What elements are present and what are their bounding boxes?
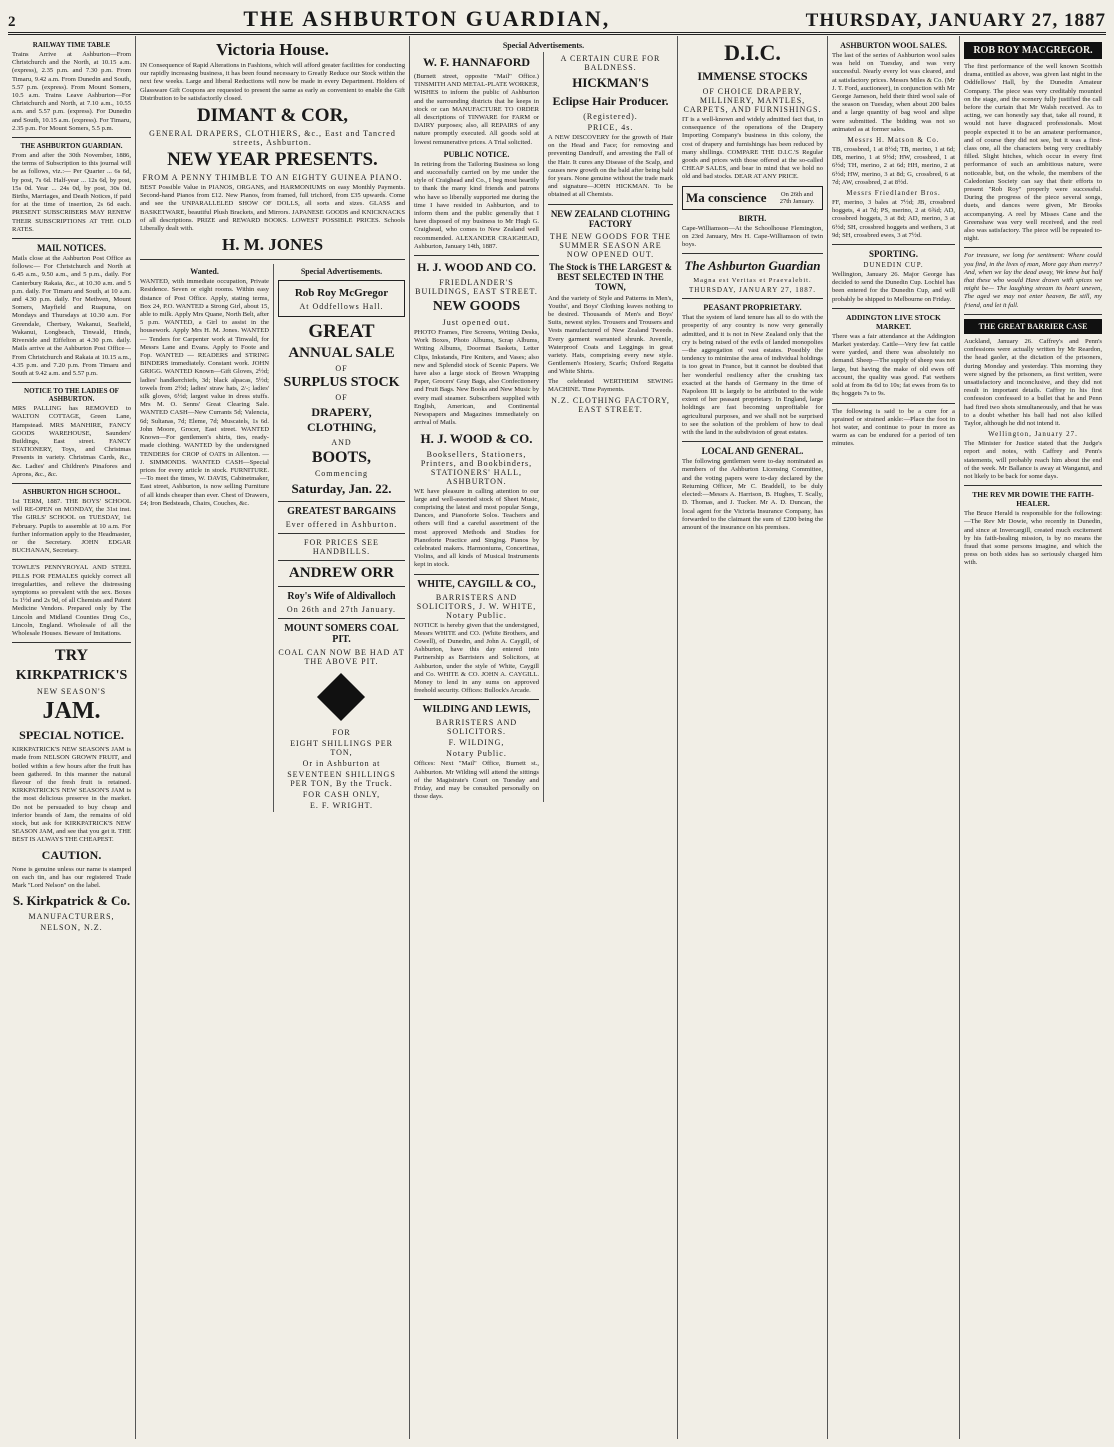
white-caygill-sub: BARRISTERS AND SOLICITORS, J. W. WHITE, Notary Public. <box>416 592 537 620</box>
col3-right <box>543 52 673 802</box>
dic-sub: OF CHOICE DRAPERY, MILLINERY, MANTLES, CARPETS, AND FURNISHINGS. <box>683 87 822 114</box>
column-3 <box>410 36 678 1439</box>
ny-presents-heading: NEW YEAR PRESENTS. <box>167 149 378 171</box>
hannaford-text: (Burnett street, opposite "Mail" Office.) TINSMITH AND METAL-PLATE WORKER, WISHES to inform the public of Ashburton and the surrounding districts that he keeps in stock or can MANUFACTURE TO ORDER all descriptions of TINWARE for FARM or DAIRY purposes; also, all REPAIRS of any nature promptly executed. All goods sold at lowest remunerative prices. A Trial solicited. <box>414 73 539 146</box>
railway-heading: RAILWAY TIME TABLE <box>32 41 111 49</box>
of-label: OF <box>335 364 348 374</box>
ny-presents-text: BEST Possible Value in PIANOS, ORGANS, and HARMONIUMS on easy Monthly Payments. Second-hand Pianos from £12. New Pianos, from framed, full trichord, from £35 upwards. Come and see the UNPARALLELED SHOW OF DOLLS, all sorts and sizes. GLASS and BASKETWARE, beautiful Plush Brackets, and Mirrors. JAPANESE GOODS and KNICKNACKS of all descriptions. PRIZE and REWARD BOOKS. LOWEST POSSIBLE PRICES. Schools Liberally dealt with. <box>140 184 405 233</box>
victoria-text: IN Consequence of Rapid Alterations in Fashions, which will afford greater facilities for conducting our rapidly increasing business, it has been found necessary to Greatly Reduce our Stock within the next few weeks. Large and liberal Reductions will now be made in every Department. Holders of Glassware Gift Coupons are requested to present the same as early as convenient to enable the Gift Distribution to be satisfactorily closed. <box>140 62 405 102</box>
stock-market-text: There was a fair attendance at the Addington Market yesterday. Cattle—Very few fat cattle were yarded, and there was absolutely no demand. Sheep—The supply of sheep was not large, but having the make of old ewes off account, the quality was good. Fat wethers sold at from 8s 6d to 10s; fat ewes from 6s to 8s; hoggets 7s to 9s. <box>832 332 955 398</box>
local-heading: LOCAL AND GENERAL. <box>701 446 804 457</box>
surplus-heading: SURPLUS STOCK <box>283 375 400 391</box>
closing-text: The following is said to be a cure for a sprained or strained ankle:—Place the foot in hot water, and continue to pour in more as warm as can be endured for a period of ten minutes. <box>832 407 955 448</box>
conscience-side: On 26th and 27th January. <box>779 190 815 205</box>
hickman-heading: HICKMAN'S <box>572 75 649 90</box>
eclipse-heading: Eclipse Hair Producer. <box>552 94 669 108</box>
white-caygill-heading: WHITE, CAYGILL & CO., <box>417 578 536 590</box>
friedlander-text: FF, merino, 3 bales at 7½d; JB, crossbred hoggets, 4 at 7d; PS, merino, 2 at 6¾d; AD, crossbred hoggets, 3 at 8d; AD, merino, 3 at 6½d; SH, crossbred hoggets and wethers, 3 at 9d; SH, crossbred ewes, 3 at 7½d. <box>832 199 955 239</box>
guardian-date: THURSDAY, JANUARY 27, 1887. <box>688 286 817 295</box>
wilding-sub: BARRISTERS AND SOLICITORS. <box>435 718 518 737</box>
boots-heading: BOOTS, <box>311 449 372 467</box>
paper-title: THE ASHBURTON GUARDIAN, <box>243 6 611 31</box>
special-ads-heading: Special Advertisements. <box>300 267 383 277</box>
column-1 <box>8 36 136 1439</box>
wilding-heading: WILDING AND LEWIS, <box>422 704 531 716</box>
mount-somers-heading: MOUNT SOMERS COAL PIT. <box>284 623 399 646</box>
masthead <box>8 6 1106 35</box>
wood-sub-2: Booksellers, Stationers, Printers, and Bookbinders, STATIONERS' HALL, ASHBURTON. <box>420 449 533 486</box>
towle-text: TOWLE'S PENNYROYAL AND STEEL PILLS FOR FEMALES quickly correct all irregularities, and relieve the distressing symptoms so prevalent with the sex. Boxes 1s 1½d and 2s 9d, of all Chemists and Patent Medicine Vendors. Prepared only by The Lincoln and Midland Counties Drug Co., Lincoln, England. Wholesale of all the Wholesale Houses. Beware of Imitations. <box>12 564 131 637</box>
caution-text: None is genuine unless our name is stamped on each tin, and has our registered Trade Mark "Lord Nelson" on the label. <box>12 865 131 890</box>
column-4 <box>678 36 828 1439</box>
eclipse-text: A NEW DISCOVERY for the growth of Hair on the Head and Face; for removing and preventing Dandruff, and arresting the Fall of the Hair. It cures any Disease of the Scalp, and causes new growth on the bald after being bald for years. None genuine without the trade mark and signature—JOHN HICKMAN. To be obtained at all Chemists. <box>548 134 673 199</box>
conscience-title: Ma conscience <box>686 189 767 205</box>
wright-label: E. F. WRIGHT. <box>310 801 373 811</box>
wood-text-2: WE have pleasure in calling attention to our large and well-assorted stock of Sheet Music, comprising the latest and most popular Songs, Dances, and Pianoforte Solos. Teachers and others will find a careful assortment of the most approved Methods and Studies for Pianoforte Practice and Singing. Pianos by celebrated makers. Harmoniums, Concertinas, Violins, and all kinds of Musical Instruments kept in stock. <box>414 487 539 569</box>
mail-heading: MAIL NOTICES. <box>36 243 107 254</box>
dowie-heading: THE REV MR DOWIE THE FAITH-HEALER. <box>972 490 1094 509</box>
peasant-text: That the system of land tenure has all to do with the prosperity of any country is now very generally admitted, and it is not in New Zealand only that the cry is being raised of the evils of landed monopolies—the aggregation of vast estates. Possibly the tendency to minimise the area of individual holdings is too great in France, but it cannot be doubted that her wonderful resiliency after the crushing tax exacted at the hands of Germany in the time of Napoleon III is largely to be attributed to the wide extent of her peasant proprietary. In England, large holdings are fast becoming unprofitable for agricultural purposes, and we shall not be surprised to see the solution of the problem of how to deal with the land in the subdivision of great estates. <box>682 314 823 437</box>
white-caygill-text: NOTICE is hereby given that the undersigned, Messrs WHITE and CO. (White Brothers, and Cowell), of Dunedin, and John A. Caygill, of Ashburton, have this day entered into Partnership as Barristers and Solicitors, at Ashburton, under the style of White, Caygill and Co. WHITE & CO. JOHN A. CAYGILL. Money to lend in any sums on approved freehold security. Offices: Bullock's Arcade. <box>414 621 539 695</box>
roys-wife-heading: Roy's Wife of Aldivalloch <box>287 591 396 603</box>
seventeen-shillings-label: SEVENTEEN SHILLINGS PER TON, By the Truck. <box>287 770 396 789</box>
handbills-label: FOR PRICES SEE HANDBILLS. <box>304 538 379 557</box>
for-label: FOR <box>332 728 351 738</box>
roys-wife-date: On 26th and 27th January. <box>286 605 397 615</box>
rob-roy-title: Rob Roy McGregor <box>294 287 389 300</box>
andrew-orr-heading: ANDREW ORR <box>288 565 395 582</box>
just-opened: Just opened out. <box>442 318 511 328</box>
hannaford-heading: W. F. HANNAFORD <box>422 55 531 69</box>
poem-text: For treasure, we long for sentiment: Where could you find, in the lives of man, More gay than merry? And, when we lay the dead away, We knew but half that these who would Have drawn with spices we might be— The laughing stream its heart uneven, The aged we may not enter heaven, Be still, my friend, and let it fall. <box>964 252 1102 309</box>
eight-shillings-label: EIGHT SHILLINGS PER TON, <box>290 739 393 758</box>
wood-heading-2: H. J. WOOD & CO. <box>420 430 533 446</box>
hatton-heading: Messrs H. Matson & Co. <box>847 136 940 145</box>
guardian-heading: THE ASHBURTON GUARDIAN. <box>20 142 123 151</box>
sporting-sub: DUNEDIN CUP. <box>863 261 924 270</box>
saturday-heading: Saturday, Jan. 22. <box>291 481 392 497</box>
special-ads-section <box>273 264 405 812</box>
school-heading: ASHBURTON HIGH SCHOOL. <box>22 487 121 496</box>
f-wilding: F. WILDING, <box>448 738 505 748</box>
great-heading: GREAT <box>308 321 375 343</box>
special-notice-text: KIRKPATRICK'S NEW SEASON'S JAM is made from NELSON GROWN FRUIT, and boiled within a few hours after the fruit has been gathered. In this manner the natural flavour of the fresh fruit is retained. KIRKPATRICK'S NEW SEASON'S JAM is the most delicious preserve in the market. Do not be persuaded to buy cheap and inferior brands of Jam, the remains of old stock, but ask for KIRKPATRICK'S NEW SEASON JAM, and see that you get it. THE BEST IS ALWAYS THE CHEAPEST. <box>12 746 131 844</box>
railway-text: Trains Arrive at Ashburton—From Christchurch and the North, at 10.15 a.m. (express), 2.35 p.m. and 7.30 p.m. From Timaru, 9.42 a.m. From Dunedin and South, 5.57 p.m. (express). From Mount Somers, 10.5 a.m. Trains Leave Ashburton—For Christchurch and North, at 7.10 a.m., 10.55 a.m. and 5.57 p.m. (express). For Dunedin and South, 10.15 a.m. (express). For Timaru, 2.35 p.m. For Mount Somers, 5.5 p.m. <box>12 51 131 132</box>
victoria-heading: Victoria House. <box>216 40 329 59</box>
wilding-text: Offices: Next "Mail" Office, Burnett st., Ashburton. Mr Wilding will attend the sittings of the Magistrate's Court on Tuesday and Friday, and may be consulted personally on those days. <box>414 760 539 801</box>
kirkpatrick-co: S. Kirkpatrick & Co. <box>12 893 131 909</box>
sporting-heading: SPORTING. <box>869 249 918 260</box>
new-goods-heading: NEW GOODS <box>432 299 521 315</box>
coal-had-label: COAL CAN NOW BE HAD AT THE ABOVE PIT. <box>278 648 405 667</box>
wool-text: The last of the series of Ashburton wool sales was held on Tuesday, and was very successful. Nearly every lot was cleared, and at satisfactory prices. Messrs Miles & Co. (Mr J. T. Ford, auctioneer), in conjunction with Mr George Jameson, held their third wool sale of the season on Tuesday, when about 200 bales and a large quantity of bag wool and slipe were submitted. The bidding was not so animated as at former sales. <box>832 52 955 133</box>
ladies-heading: NOTICE TO THE LADIES OF ASHBURTON. <box>24 387 119 404</box>
wellington-text: The Minister for Justice stated that the Judge's report and notes, with Caffrey and Penn's statements, will probably reach him about the end of the week. Mr Ballance is away at Wanganui, and not likely to be back for some days. <box>964 440 1102 480</box>
baldness-label: A CERTAIN CURE FOR BALDNESS. <box>560 54 661 72</box>
cash-only-label: FOR CASH ONLY, <box>302 790 381 800</box>
wanted-heading: Wanted. <box>190 267 219 277</box>
nz-factory-label: N.Z. CLOTHING FACTORY, EAST STREET. <box>551 396 670 415</box>
new-season-label: NEW SEASON'S <box>36 687 107 697</box>
ever-offered: Ever offered in Ashburton. <box>285 520 398 530</box>
immense-stocks: IMMENSE STOCKS <box>697 69 808 83</box>
wanted-section <box>140 264 269 812</box>
wood-sub: FRIEDLANDER'S BUILDINGS, EAST STREET. <box>415 278 538 297</box>
col3-left <box>414 52 539 802</box>
mail-text: Mails close at the Ashburton Post Office as follows:— For Christchurch and North at 6.45 a.m., 9.50 a.m., and 5 p.m., daily. For Canterbury Rakaia, &c., at 10.30 a.m. and 5 p.m. daily. For Timaru and South, at 10 a.m. and 4.30 p.m. daily. For Methven, Mount Somers, Mayfield and Ruapuna, on Mondays and Thursdays at 10.30 a.m. For Greendale, Chertsey, Wakanui, Seafield, Wakanui, Longbeach, Tinwald, Hinds, Riverside and Eiffelton at 4.30 p.m. daily. Mails arrive at the Ashburton Post Office—From Christchurch and Rakaia at 10.15 a.m., 4.35 p.m. and 7.20 p.m. From Timaru and South at 9.42 a.m. and 5.57 p.m. <box>12 255 131 377</box>
coal-diamond-icon <box>317 673 365 721</box>
ny-presents-sub: FROM A PENNY THIMBLE TO AN EIGHTY GUINEA PIANO. <box>142 173 403 183</box>
birth-heading: BIRTH. <box>738 213 767 223</box>
public-notice-heading: PUBLIC NOTICE. <box>443 149 510 159</box>
price-label: PRICE, 4s. <box>587 123 634 132</box>
friedlander-heading: Messrs Friedlander Bros. <box>846 189 941 198</box>
dimant-heading: DIMANT & COR, <box>196 105 349 127</box>
of2-label: OF <box>335 393 348 403</box>
guardian-text: From and after the 30th November, 1886, the terms of Subscription to this journal will be as follows, viz.:— Per Quarter ... 6s 6d, by post, 7s 6d. Half-year ... 12s 6d, by post, 15s 0d. Year ... 24s 0d, by post, 30s 0d. Births, Marriages, and Death Notices, if paid for at the time of insertion, 2s 6d each. PRESENT SUBSCRIBERS MAY RENEW THEIR SUBSCRIPTIONS AT THE OLD RATES. <box>12 152 131 233</box>
dic-heading: D.I.C. <box>724 40 781 65</box>
nz-new-goods: THE NEW GOODS FOR THE SUMMER SEASON ARE NOW OPENED OUT. <box>549 231 672 259</box>
greatest-bargains: GREATEST BARGAINS <box>287 506 396 518</box>
sporting-text: Wellington, January 26. Major George has decided to send the Dunedin Cup. Lochiel has been entered for the Dunedin Cup, and will probably be shipped to Melbourne on Friday. <box>832 271 955 303</box>
manufacturers-label: MANUFACTURERS, <box>28 912 115 922</box>
dowie-text: The Bruce Herald is responsible for the following:—The Rev Mr Dowie, who recently in Dunedin, and since at Invercargill, created much excitement by his faith-healing mission, is by no means the fraud that some persons imagine, and which the press on both sides has so seriously charged him with. <box>964 510 1102 567</box>
kirkpatrick-heading: KIRKPATRICK'S <box>15 668 128 684</box>
stock-market-heading: ADDINGTON LIVE STOCK MARKET. <box>846 312 941 331</box>
nelson-label: NELSON, N.Z. <box>40 923 103 933</box>
dic-text: IT is a well-known and widely admitted fact that, in consequence of the operations of the Drapery Importing Company's business in this colony, the cost of drapery and furnishings has been reduced by many shillings. COMPARE THE D.I.C.'S Regular goods and prices with those offered at the so-called CHEAP SALES, and bear in mind that we hold no old and bad stocks. DEAR AT ANY PRICE. <box>682 116 823 181</box>
wool-heading: ASHBURTON WOOL SALES. <box>840 41 947 50</box>
school-text: 1st TERM, 1887. THE BOYS' SCHOOL will RE-OPEN on MONDAY, the 31st inst. The GIRLS' SCHOOL on TUESDAY, 1st February. Pupils to assemble at 10 a.m. For further information apply to the Headmaster, or the Secretary. JOHN EDGAR BUCHANAN, Secretary. <box>12 497 131 555</box>
birth-text: Cape-Williamson—At the Schoolhouse Flemington, on 23rd January, Mrs H. Cape-Williamson of twin boys. <box>682 224 823 249</box>
barrier-heading: THE GREAT BARRIER CASE <box>964 319 1102 334</box>
try-heading: TRY <box>54 647 89 665</box>
guardian-title: The Ashburton Guardian <box>684 258 821 274</box>
jones-heading: H. M. JONES <box>221 235 324 255</box>
hatton-text: TB, crossbred, 1 at 8½d; TB, merino, 1 at 6d; DB, merino, 1 at 9½d; HW, crossbred, 1 at 6½d; TH, merino, 2 at 6d; HH, merino, 2 at 6½d; HW, merino, 3 at 8d; G, crossbred, 6 at 7d; AW, crossbred, 2 at 8½d. <box>832 146 955 186</box>
wertheim-text: The celebrated WERTHEIM SEWING MACHINE. Time Payments. <box>548 377 673 393</box>
dimant-sub: GENERAL DRAPERS, CLOTHIERS, &c., East and Tancred streets, Ashburton. <box>149 129 396 148</box>
wood-heading: H. J. WOOD AND CO. <box>417 260 536 275</box>
special-ads-heading-3: Special Advertisements. <box>502 41 585 50</box>
jam-heading: JAM. <box>42 698 101 725</box>
peasant-heading: PEASANT PROPRIETARY. <box>703 303 802 313</box>
ladies-text: MRS PALLING has REMOVED to WALTON COTTAGE, Green Lane, Hampstead. MRS MANHIRE, FANCY GOODS WAREHOUSE, Saunders' Buildings, East street. FANCY STATIONERY, Toys, and Christmas Presents in variety. Christmas Cards, &c., &c. Ladies' and Children's Pinafores and Aprons, &c., &c. <box>12 405 131 478</box>
nz-clothing-heading: NEW ZEALAND CLOTHING FACTORY <box>550 208 671 229</box>
page-number: 2 <box>8 14 16 30</box>
rob-roy-heading: ROB ROY MACGREGOR. <box>964 42 1102 59</box>
conscience-ad <box>682 186 823 210</box>
nz-clothing-text: And the variety of Style and Patterns in Men's, Youths', and Boys' Clothing leaves nothing to be desired. Thousands of Men's and Boys' Suits, newest styles. Trousers and Trousers and Vests manufactured of New Zealand Tweeds. Every garment warranted shrunk. Juvenile, Waterproof Coats and Leggings in great variety. Hats, comprising every new style. Gentlemen's Hosiery, Scarfs; Oxford Regatta and White Shirts. <box>548 294 673 376</box>
notary-label: Notary Public. <box>446 749 507 759</box>
wood-text: PHOTO Frames, Fire Screens, Writing Desks, Work Boxes, Photo Albums, Scrap Albums, Writing Albums, Doormat Baskets, Letter Clips, Inkstands, Fire Kniters, and Vases; also new and Splendid stock of Scenic Papers. We have also a large stock of Brown Wrapping Paper, Grocers' Gray Bags, also Confectionery and Fruit Bags. New Books and New Music by every mail steamer. Subscribers supplied with English, American, and Continental Newspapers and Magazines immediately on arrival of Mails. <box>414 329 539 427</box>
public-notice-text: In retiring from the Tailoring Business so long and successfully carried on by me under the style of Craighead and Co., I beg most heartily to thank the many kind friends and patrons who have so liberally supported me during the time I have resided in Ashburton, and to inform them and the public generally that I have disposed of my business to Mr Hugh G. Craighead, who comes to New Zealand well recommended. ALEXANDER CRAIGHEAD, Ashburton, January 14th, 1887. <box>414 160 539 250</box>
guardian-motto: Magna est Veritas et Praevalebit. <box>693 277 812 285</box>
paper-date: THURSDAY, JANUARY 27, 1887 <box>805 10 1106 31</box>
commencing-label: Commencing <box>314 469 369 479</box>
wellington-dateline: Wellington, January 27. <box>988 430 1078 439</box>
local-text: The following gentlemen were to-day nominated as members of the Ashburton Licensing Committee, and the voting papers were to-day declared by the Returning Officer, Mr C. Braddell, to be duly elected:—Messrs A. Harrison, B. Hughes, T. Scally, D. Thomas, and J. Tucker. Mr A. D. Duncan, the local agent for the Victoria Insurance Company, has forwarded to the claimant the sum of £200 being the amount of the insurance on his premises. <box>682 458 823 531</box>
column-6 <box>960 36 1106 1439</box>
registered-label: (Registered). <box>583 112 638 121</box>
wanted-text: WANTED, with immediate occupation, Private Residence. Seven or eight rooms. Within easy distance of Post Office. Apply, stating terms, Box 24, P.O. WANTED a Strong Girl, about 15, able to milk. Apply Mrs Quane, North Belt, after 5 p.m. WANTED, a Girl to assist in the housework. Apply Mrs H. M. Jones. WANTED — Tenders for Carpenter work at Tinwald, for Messrs Lane and Evans. Apply to Foote and Fop. WANTED — READERS and STRING BINDERS immediately. Constant work. JOHN GRIGG. WANTED Known—Gift Gloves, 2½d; ladies' handkerchiefs, 3d; black alpacas, 5½d; towels from 2½d; ladies' straw hats, 2/-; ladies' silk gloves, 6½d; largest value in dress stuffs. Mrs M. O. Senns' Great Clearing Sale. WANTED CASH—New Currants 5d; Valencia, 6d; Sultanas, 7d; Eleme, 7d; Muscatels, 1s 6d. John Moore, Grocer, East street. WANTED Known—For gentlemen's shirts, ties, ready-made clothing. WANTED by the undersigned TENDERS for CROP of OATS in Allenton. — J. SIMMONDS. WANTED CASH—Special prices for every article in stock. FURNITURE.—To meet the times, W. DAVIS, Cabinetmaker, East street, Ashburton, is now selling Furniture of all kinds cheaper than ever. Chest of Drawers, £4; Iron Bedsteads, Chairs, Couches, &c. <box>140 278 269 507</box>
column-5 <box>828 36 960 1439</box>
or-ashburton-label: Or in Ashburton at <box>302 759 381 769</box>
rob-roy-ad <box>278 280 405 317</box>
rob-roy-text: The first performance of the well known Scottish drama, entitled as above, was given last night in the Oddfellows' Hall, by the Dunedin Amateur Company. The piece was very creditably mounted on the stage, and the scenery fully justified the call before the curtain that Mr Walsh received. As to acting, we can honestly say that, take all round, it would not have disgraced professionals. Most people expected it to be an amateur performance, and of course they did not see, but it was a first-class one, all the characters being very creditably filled. Slight hitches, which occur in every first performance of such an ambitious nature, were noticeable, but, on the whole, the members of the Caledonian Society can say that their efforts to present "Rob Roy" properly were successful. During the progress of the piece several songs, duets, and dances were given, Mr Brooks accompanying. A reel by Misses Cane and the Greenshaw was very well received, and the reel also was satisfactory. The piece will be repeated to-night. <box>964 63 1102 243</box>
caution-heading: CAUTION. <box>41 847 102 862</box>
special-notice-heading: SPECIAL NOTICE. <box>19 728 124 743</box>
barrier-text: Auckland, January 26. Caffrey's and Penn's confessions were actually written by Mr Reardon, the head gaoler, at the dictation of the prisoners, during Monday and yesterday. This morning they were signed by the prisoners, as first written, were unsatisfactory and inconclusive, and they did not result in important details. Caffrey in his first confession confessed to a bullet that he and Penn had fired two shots simultaneously, and that he was to a doubt whether his ball had not also killed Taylor, although he did not intend it. <box>964 337 1102 427</box>
drapery-heading: DRAPERY, CLOTHING, <box>306 405 376 435</box>
annual-sale-heading: ANNUAL SALE <box>288 345 395 362</box>
and-label: AND <box>331 438 352 448</box>
column-2 <box>136 36 410 1439</box>
nz-stock-heading: The Stock is THE LARGEST & BEST SELECTED IN THE TOWN, <box>549 261 672 292</box>
rob-roy-side: At Oddfellows Hall. <box>299 302 384 312</box>
